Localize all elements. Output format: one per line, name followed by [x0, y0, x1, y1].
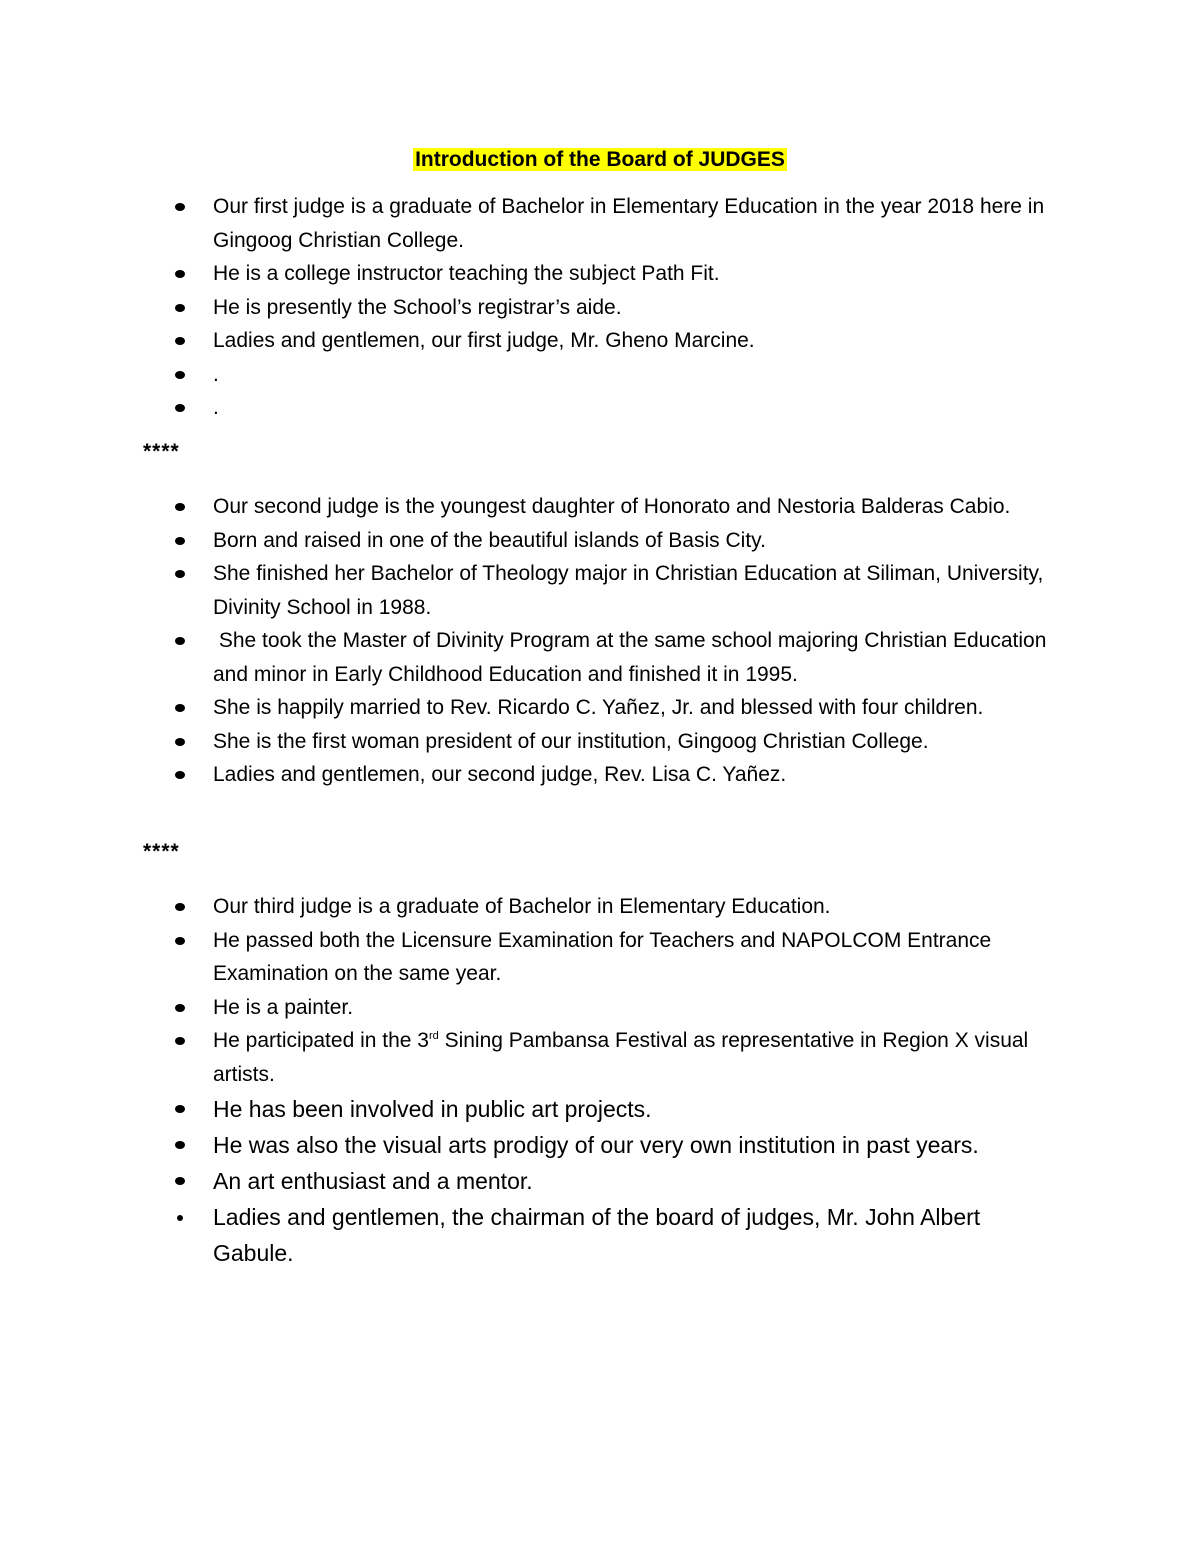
- bullet-icon: [175, 637, 185, 645]
- judge-3-list: [0, 890, 1200, 1271]
- list-item: She finished her Bachelor of Theology major in Christian Education at Siliman, University, Divinity School in 1988.: [0, 557, 1200, 624]
- bullet-icon: [175, 1037, 185, 1045]
- list-item: .: [0, 358, 1200, 392]
- list-item: Our second judge is the youngest daughter of Honorato and Nestoria Balderas Cabio.: [0, 490, 1200, 524]
- judge-2-list: [0, 490, 1200, 792]
- list-item: Our third judge is a graduate of Bachelor in Elementary Education.: [0, 890, 1200, 924]
- list-item: She is the first woman president of our institution, Gingoog Christian College.: [0, 725, 1200, 759]
- bullet-icon: [175, 337, 185, 345]
- list-item: He has been involved in public art projects.: [0, 1091, 1200, 1127]
- title-highlight: Introduction of the Board of JUDGES: [415, 148, 785, 171]
- judge-1-list: [0, 190, 1200, 425]
- list-item: He is a painter.: [0, 991, 1200, 1025]
- bullet-icon: [175, 771, 185, 779]
- bullet-icon: [175, 270, 185, 278]
- bullet-icon: [175, 371, 185, 379]
- ordinal-suffix: rd: [428, 1030, 439, 1042]
- list-item: Our first judge is a graduate of Bachelor in Elementary Education in the year 2018 here in Gingoog Christian College.: [0, 190, 1200, 257]
- bullet-icon: [175, 404, 185, 412]
- list-item: Ladies and gentlemen, our second judge, Rev. Lisa C. Yañez.: [0, 758, 1200, 792]
- bullet-icon: [175, 903, 185, 911]
- bullet-icon: [175, 1004, 185, 1012]
- bullet-icon: [175, 570, 185, 578]
- section-separator: ****: [143, 440, 180, 463]
- list-item: He is presently the School’s registrar’s aide.: [0, 291, 1200, 325]
- bullet-icon: [175, 704, 185, 712]
- section-separator: ****: [143, 840, 180, 863]
- list-item: He passed both the Licensure Examination for Teachers and NAPOLCOM Entrance Examination on the same year.: [0, 924, 1200, 991]
- list-item: Ladies and gentlemen, our first judge, Mr. Gheno Marcine.: [0, 324, 1200, 358]
- list-item: She took the Master of Divinity Program at the same school majoring Christian Education and minor in Early Childhood Education and finished it in 1995.: [0, 624, 1200, 691]
- list-item: .: [0, 391, 1200, 425]
- list-item: Born and raised in one of the beautiful islands of Basis City.: [0, 524, 1200, 558]
- bullet-icon: [175, 304, 185, 312]
- bullet-icon: [175, 1105, 185, 1113]
- bullet-icon: [177, 1215, 183, 1221]
- bullet-icon: [175, 503, 185, 511]
- list-item: She is happily married to Rev. Ricardo C. Yañez, Jr. and blessed with four children.: [0, 691, 1200, 725]
- bullet-icon: [175, 203, 185, 211]
- bullet-icon: [175, 937, 185, 945]
- document-title: [0, 144, 1200, 176]
- bullet-icon: [175, 537, 185, 545]
- bullet-icon: [175, 1141, 185, 1149]
- bullet-icon: [175, 738, 185, 746]
- list-item: He participated in the 3rd Sining Pambansa Festival as representative in Region X visual artists.: [0, 1024, 1200, 1091]
- bullet-icon: [175, 1177, 185, 1185]
- list-item: An art enthusiast and a mentor.: [0, 1163, 1200, 1199]
- list-item: He is a college instructor teaching the subject Path Fit.: [0, 257, 1200, 291]
- list-item: He was also the visual arts prodigy of our very own institution in past years.: [0, 1127, 1200, 1163]
- list-item: Ladies and gentlemen, the chairman of the board of judges, Mr. John Albert Gabule.: [0, 1199, 1200, 1271]
